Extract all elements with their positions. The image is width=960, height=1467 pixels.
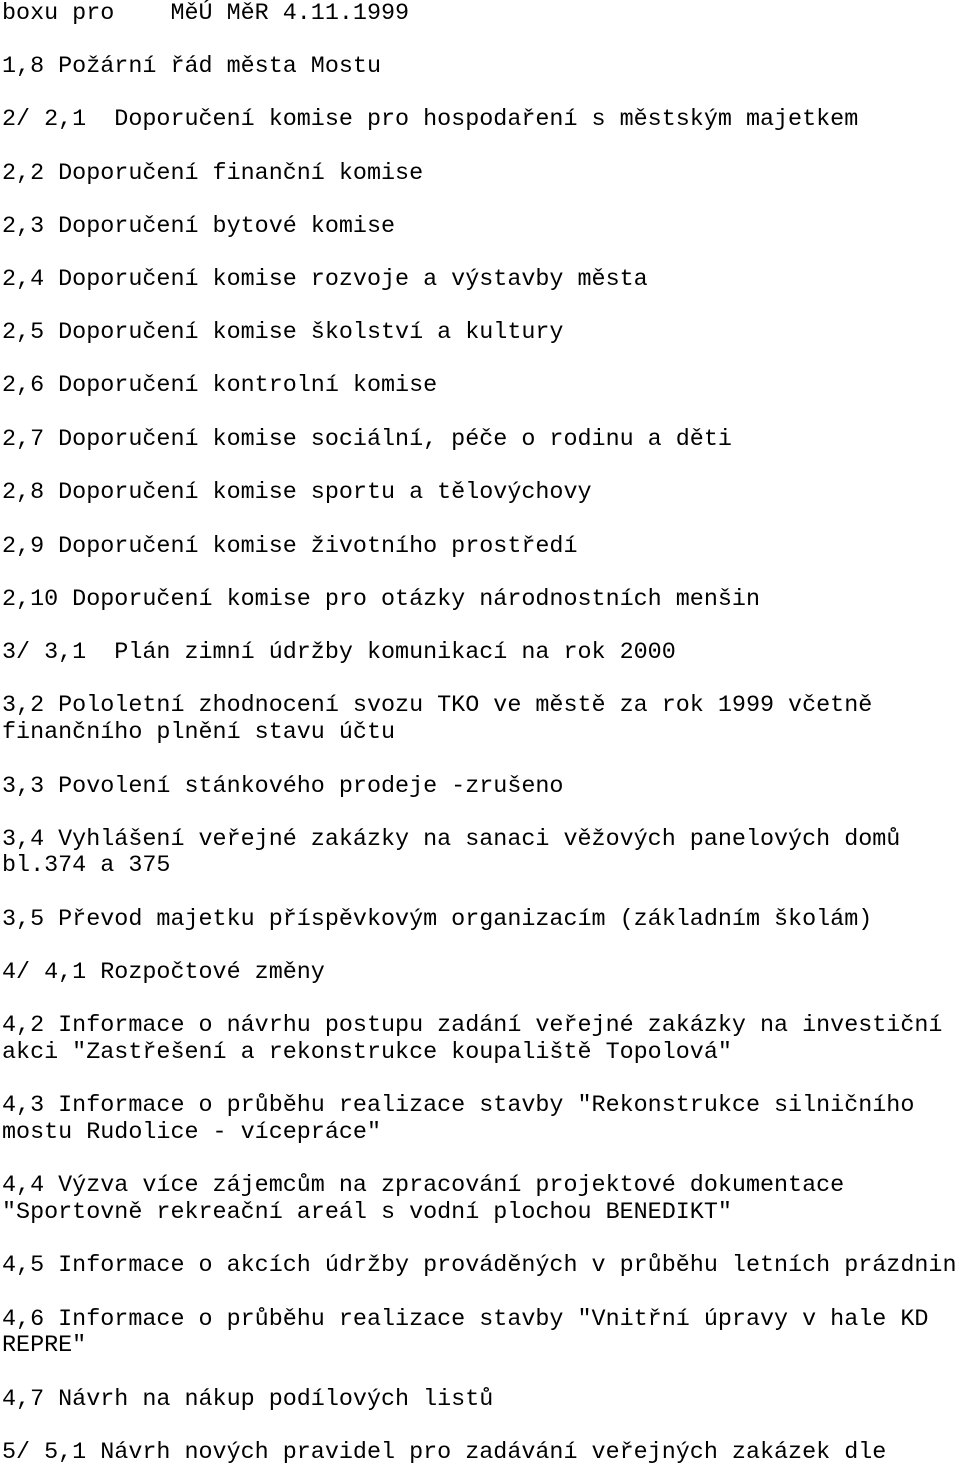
item-2-5: 2,5 Doporučení komise školství a kultury — [2, 320, 564, 346]
item-3-4-cont: bl.374 a 375 — [2, 853, 171, 879]
item-2-2: 2,2 Doporučení finanční komise — [2, 161, 424, 187]
item-3-1: 3/ 3,1 Plán zimní údržby komunikací na rok 2000 — [2, 640, 676, 666]
item-2-6: 2,6 Doporučení kontrolní komise — [2, 373, 438, 399]
item-4-5: 4,5 Informace o akcích údržby prováděných v průběhu letních prázdnin — [2, 1253, 957, 1279]
item-2-10: 2,10 Doporučení komise pro otázky národnostních menšin — [2, 587, 760, 613]
item-3-4: 3,4 Vyhlášení veřejné zakázky na sanaci věžových panelových domů — [2, 827, 901, 853]
item-3-2-cont: finančního plnění stavu účtu — [2, 720, 396, 746]
item-5-1: 5/ 5,1 Návrh nových pravidel pro zadávání veřejných zakázek dle — [2, 1440, 887, 1466]
item-4-2-cont: akci "Zastřešení a rekonstrukce koupaliště Topolová" — [2, 1040, 732, 1066]
item-2-3: 2,3 Doporučení bytové komise — [2, 214, 396, 240]
item-4-3-cont: mostu Rudolice - vícepráce" — [2, 1120, 381, 1146]
item-3-5: 3,5 Převod majetku příspěvkovým organizacím (základním školám) — [2, 907, 873, 933]
item-4-7: 4,7 Návrh na nákup podílových listů — [2, 1387, 494, 1413]
item-2-4: 2,4 Doporučení komise rozvoje a výstavby města — [2, 267, 648, 293]
item-4-1: 4/ 4,1 Rozpočtové změny — [2, 960, 325, 986]
item-2-9: 2,9 Doporučení komise životního prostředí — [2, 534, 578, 560]
item-4-3: 4,3 Informace o průběhu realizace stavby "Rekonstrukce silničního — [2, 1093, 915, 1119]
item-3-2: 3,2 Pololetní zhodnocení svozu TKO ve městě za rok 1999 včetně — [2, 693, 873, 719]
item-4-4-cont: "Sportovně rekreační areál s vodní plochou BENEDIKT" — [2, 1200, 732, 1226]
item-2-1: 2/ 2,1 Doporučení komise pro hospodaření s městským majetkem — [2, 107, 859, 133]
item-2-8: 2,8 Doporučení komise sportu a tělovýchovy — [2, 480, 592, 506]
item-4-6-cont: REPRE" — [2, 1333, 87, 1359]
item-1-8: 1,8 Požární řád města Mostu — [2, 54, 381, 80]
item-2-7: 2,7 Doporučení komise sociální, péče o rodinu a děti — [2, 427, 732, 453]
item-4-4: 4,4 Výzva více zájemcům na zpracování projektové dokumentace — [2, 1173, 845, 1199]
item-4-2: 4,2 Informace o návrhu postupu zadání veřejné zakázky na investiční — [2, 1013, 943, 1039]
item-4-6: 4,6 Informace o průběhu realizace stavby "Vnitřní úpravy v hale KD — [2, 1307, 929, 1333]
header-line: boxu pro MěÚ MěR 4.11.1999 — [2, 1, 410, 27]
item-3-3: 3,3 Povolení stánkového prodeje -zrušeno — [2, 774, 564, 800]
